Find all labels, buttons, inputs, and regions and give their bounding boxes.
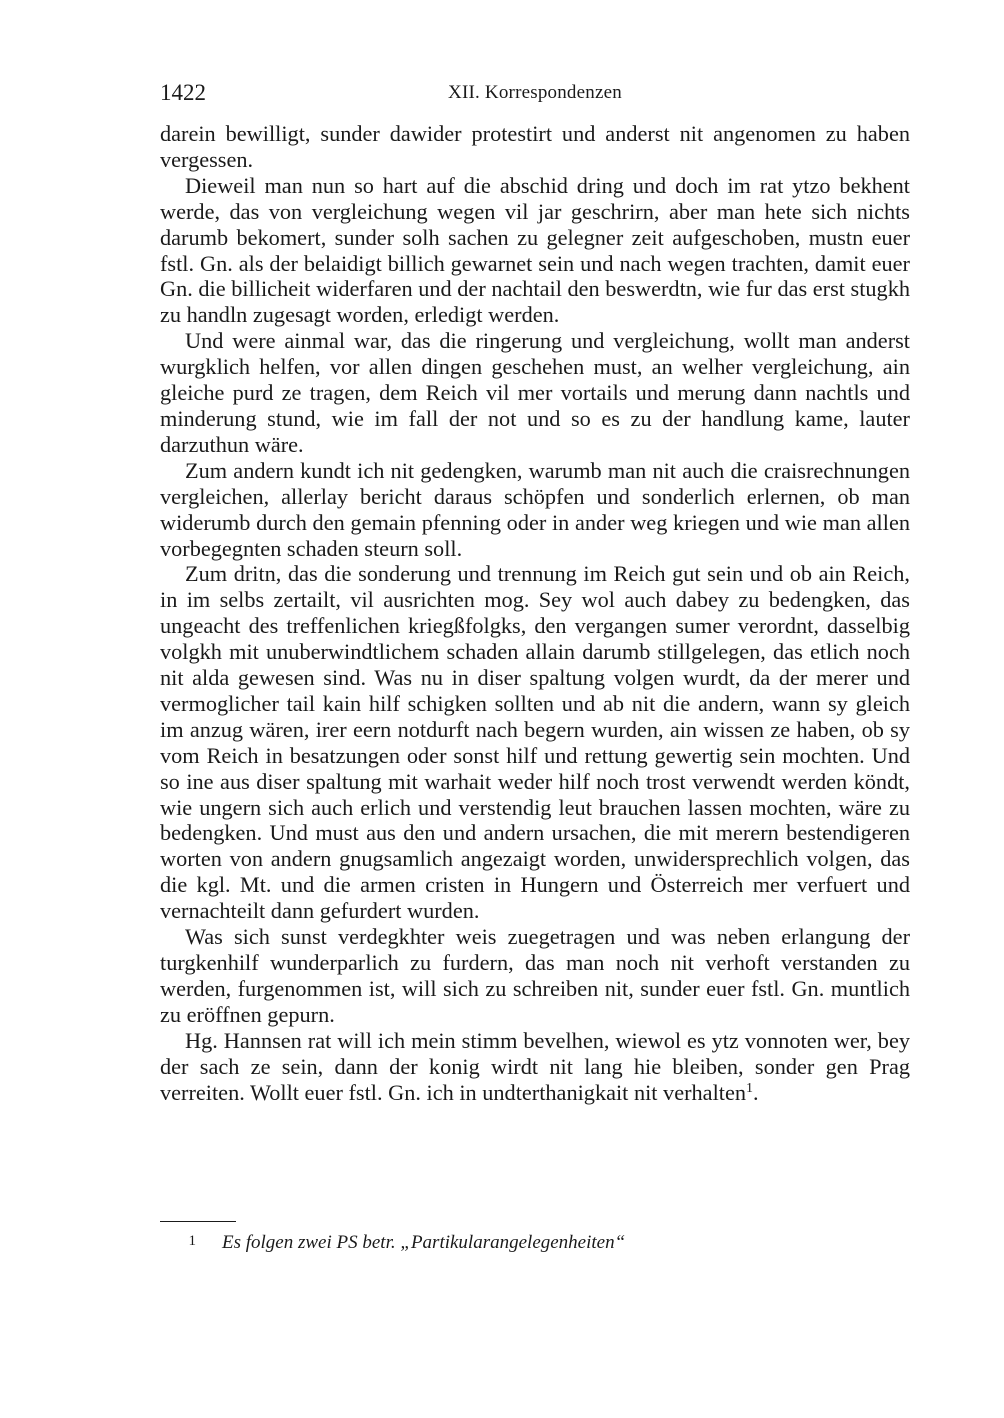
footnote-divider	[160, 1221, 236, 1222]
page-header	[160, 76, 910, 110]
paragraph-7	[160, 1028, 910, 1106]
footnote-number: 1	[188, 1233, 196, 1249]
closing-punctuation: .	[753, 1079, 759, 1105]
footnote	[160, 1228, 910, 1256]
running-head: XII. Korrespondenzen	[448, 82, 622, 103]
footnote-text: Es folgen zwei PS betr. „Partikularangelegenheiten“	[222, 1232, 626, 1253]
footnote-reference[interactable]: 1	[746, 1080, 754, 1096]
paragraph-3: Und were ainmal war, das die ringerung und vergleichung, wollt man anderst wurgklich helfen, vor allen dingen geschehen must, an welher vergleichung, ain gleiche purd ze tragen, dem Reich vil mer vortails und merung dann nachtls und minderung stund, wie im fall der not und so es zu der handlung kame, lauter darzuthun wäre.	[160, 328, 910, 457]
paragraph-4: Zum andern kundt ich nit gedengken, warumb man nit auch die craisrechnungen vergleichen, allerlay bericht daraus schöpfen und sonderlich erlernen, ob man widerumb durch den gemain pfenning oder in ander weg kriegen und wie man allen vorbegegnten schaden steurn soll.	[160, 457, 910, 561]
paragraph-7-text: Hg. Hannsen rat will ich mein stimm bevelhen, wiewol es ytz vonnoten wer, bey der sach ze sein, dann der konig wirdt nit lang hie bleiben, sonder gen Prag verreiten. Wollt euer fstl. Gn. ich in undterthanigkait nit verhalten	[160, 1027, 910, 1105]
paragraph-2: Dieweil man nun so hart auf die abschid dring und doch im rat ytzo bekhent werde, das von vergleichung wegen vil jar geschrirn, aber man hete sich nichts darumb bekomert, sunder solh sachen zu gelegner zeit aufgeschoben, mustn euer fstl. Gn. als der belaidigt billich gewarnet sein und nach wegen trachten, damit euer Gn. die billicheit widerfaren und der nachtail den beswerdtn, wie fur das erst stugkh zu handln zugesagt worden, erledigt werden.	[160, 172, 910, 328]
paragraph-1: darein bewilligt, sunder dawider protestirt und anderst nit angenomen zu haben vergessen.	[160, 121, 910, 172]
paragraph-6: Was sich sunst verdegkhter weis zuegetragen und was neben erlangung der turgkenhilf wunderparlich zu furdern, das man noch nit verhoft verstanden zu werden, furgenommen ist, will sich zu schreiben nit, sunder euer fstl. Gn. muntlich zu eröffnen gepurn.	[160, 924, 910, 1027]
page-number: 1422	[160, 80, 206, 105]
paragraph-5: Zum dritn, das die sonderung und trennung im Reich gut sein und ob ain Reich, in im selbs zertailt, vil ausrichten mog. Sey wol auch dabey zu bedengken, das ungeacht des treffenlichen kriegßfolgks, den vergangen sumer verordnt, dasselbig volgkh mit unuberwindtlichem schaden allain darumb stillgelegen, das etlich noch nit alda gewesen sind. Was nu in diser spaltung volgen wurdt, da der merer und vermoglicher tail kain hilf schigken sollten und ab nit die andern, wann sy gleich im anzug wären, irer eern notdurft nach begern wurden, ain wissen ze haben, ob sy vom Reich in besatzungen oder sonst hilf und rettung gewertig sein mochten. Und so ine aus diser spaltung mit warhait weder hilf noch trost verwendt werden köndt, wie ungern sich auch erlich und verstendig leut brauchen lassen mochten, wäre zu bedengken. Und must aus den und andern ursachen, die mit merern bestendigeren worten von andern gnugsamlich angezaigt worden, unwidersprechlich volgen, das die kgl. Mt. und die armen cristen in Hungern und Österreich mer verfuert und vernachteilt dann gefurdert wurden.	[160, 561, 910, 924]
body-text	[160, 121, 910, 1105]
